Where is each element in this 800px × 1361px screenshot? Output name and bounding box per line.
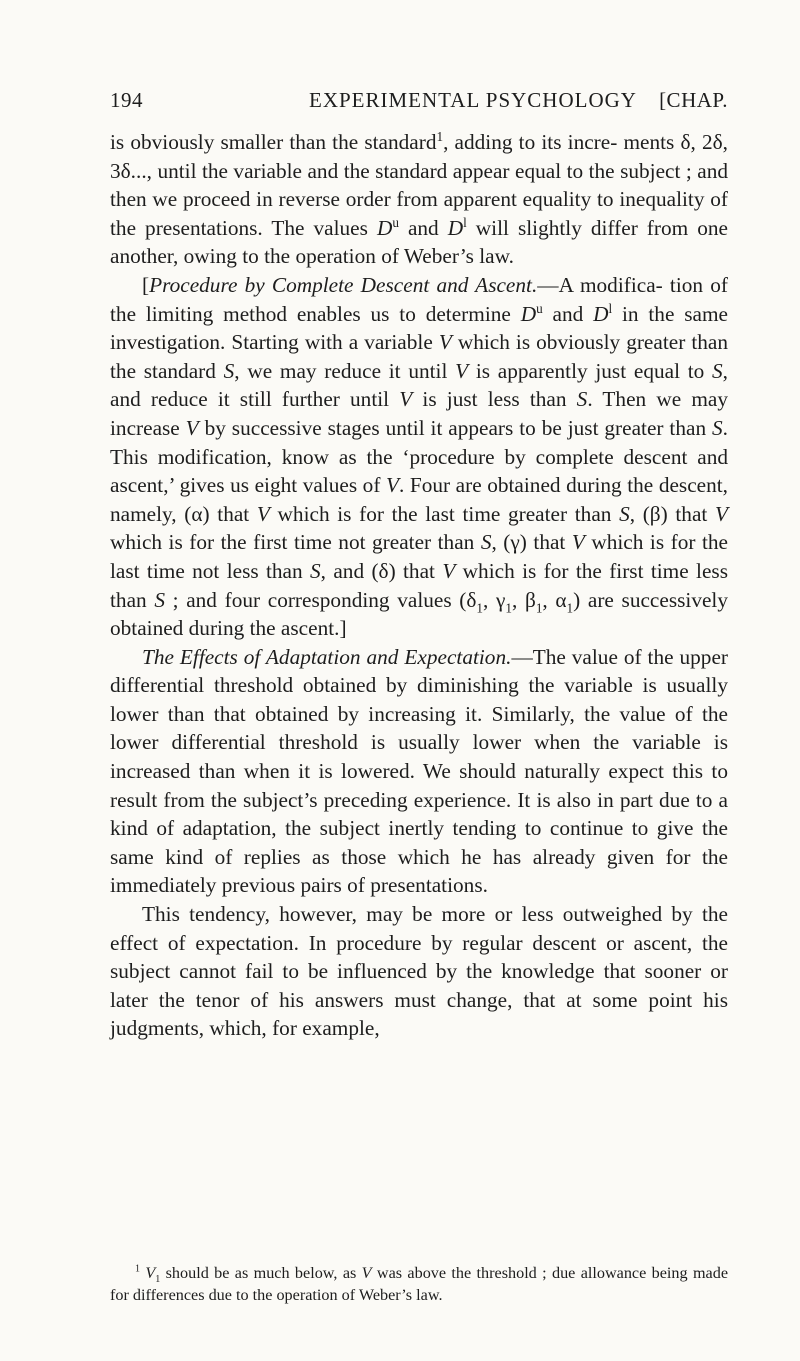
footnote: $^1$ $V_1$ should be as much below, as V was above the threshold ; due allowance being made for differences due to the operation of Weber’s law. [110, 1263, 729, 1304]
paragraph-procedure: [Procedure by Complete Descent and Ascent.—A modifica- tion of the limiting method enables us to determine $D^u$ and $D^l$ in the same investigation. Starting with a variable V which is obviously greater than the standard S, we may reduce it until V is apparently just equal to S, and reduce it still further until V is just less than S. Then we may increase V by successive stages until it appears to be just greater than S. This modification, know as the ‘procedure by complete descent and ascent,’ gives us eight values of V. Four are obtained during the descent, namely, (α) that V which is for the last time greater than S, (β) that V which is for the first time not greater than S, (γ) that V which is for the last time not less than S, and (δ) that V which is for the first time less than S ; and four corresponding values ($\delta_1$, $\gamma_1$, $\beta_1$, $\alpha_1$) are successively obtained during the ascent.] [110, 272, 728, 641]
chapter-mark: [CHAP. [659, 88, 728, 112]
paragraph-continuation: is obviously smaller than the standard$^1$, adding to its incre- ments δ, 2δ, 3δ..., until the variable and the standard appear equal to the subject ; and then we proceed in reverse order from apparent equality to inequality of the presentations. The values $D^u$ and $D^l$ will slightly differ from one another, owing to the operation of Weber’s law. [110, 128, 728, 269]
footnote-area [110, 1262, 728, 1306]
body-text [110, 128, 728, 1043]
running-title: EXPERIMENTAL PSYCHOLOGY [309, 88, 637, 112]
running-head [110, 88, 728, 122]
paragraph-adaptation: The Effects of Adaptation and Expectation.—The value of the upper differential threshold obtained by diminishing the variable is usually lower than that obtained by increasing it. Similarly, the value of the lower differential threshold is usually lower when the variable is increased than when it is lowered. We should naturally expect this to result from the subject’s preceding experience. It is also in part due to a kind of adaptation, the subject inertly tending to continue to give the same kind of replies as those which he has already given for the immediately previous pairs of presentations. [110, 644, 728, 898]
paragraph-expectation: This tendency, however, may be more or less outweighed by the effect of expectation. In procedure by regular descent or ascent, the subject cannot fail to be influenced by the knowledge that sooner or later the tenor of his answers must change, that at some point his judgments, which, for example, [110, 902, 728, 1041]
page-number: 194 [110, 88, 143, 112]
